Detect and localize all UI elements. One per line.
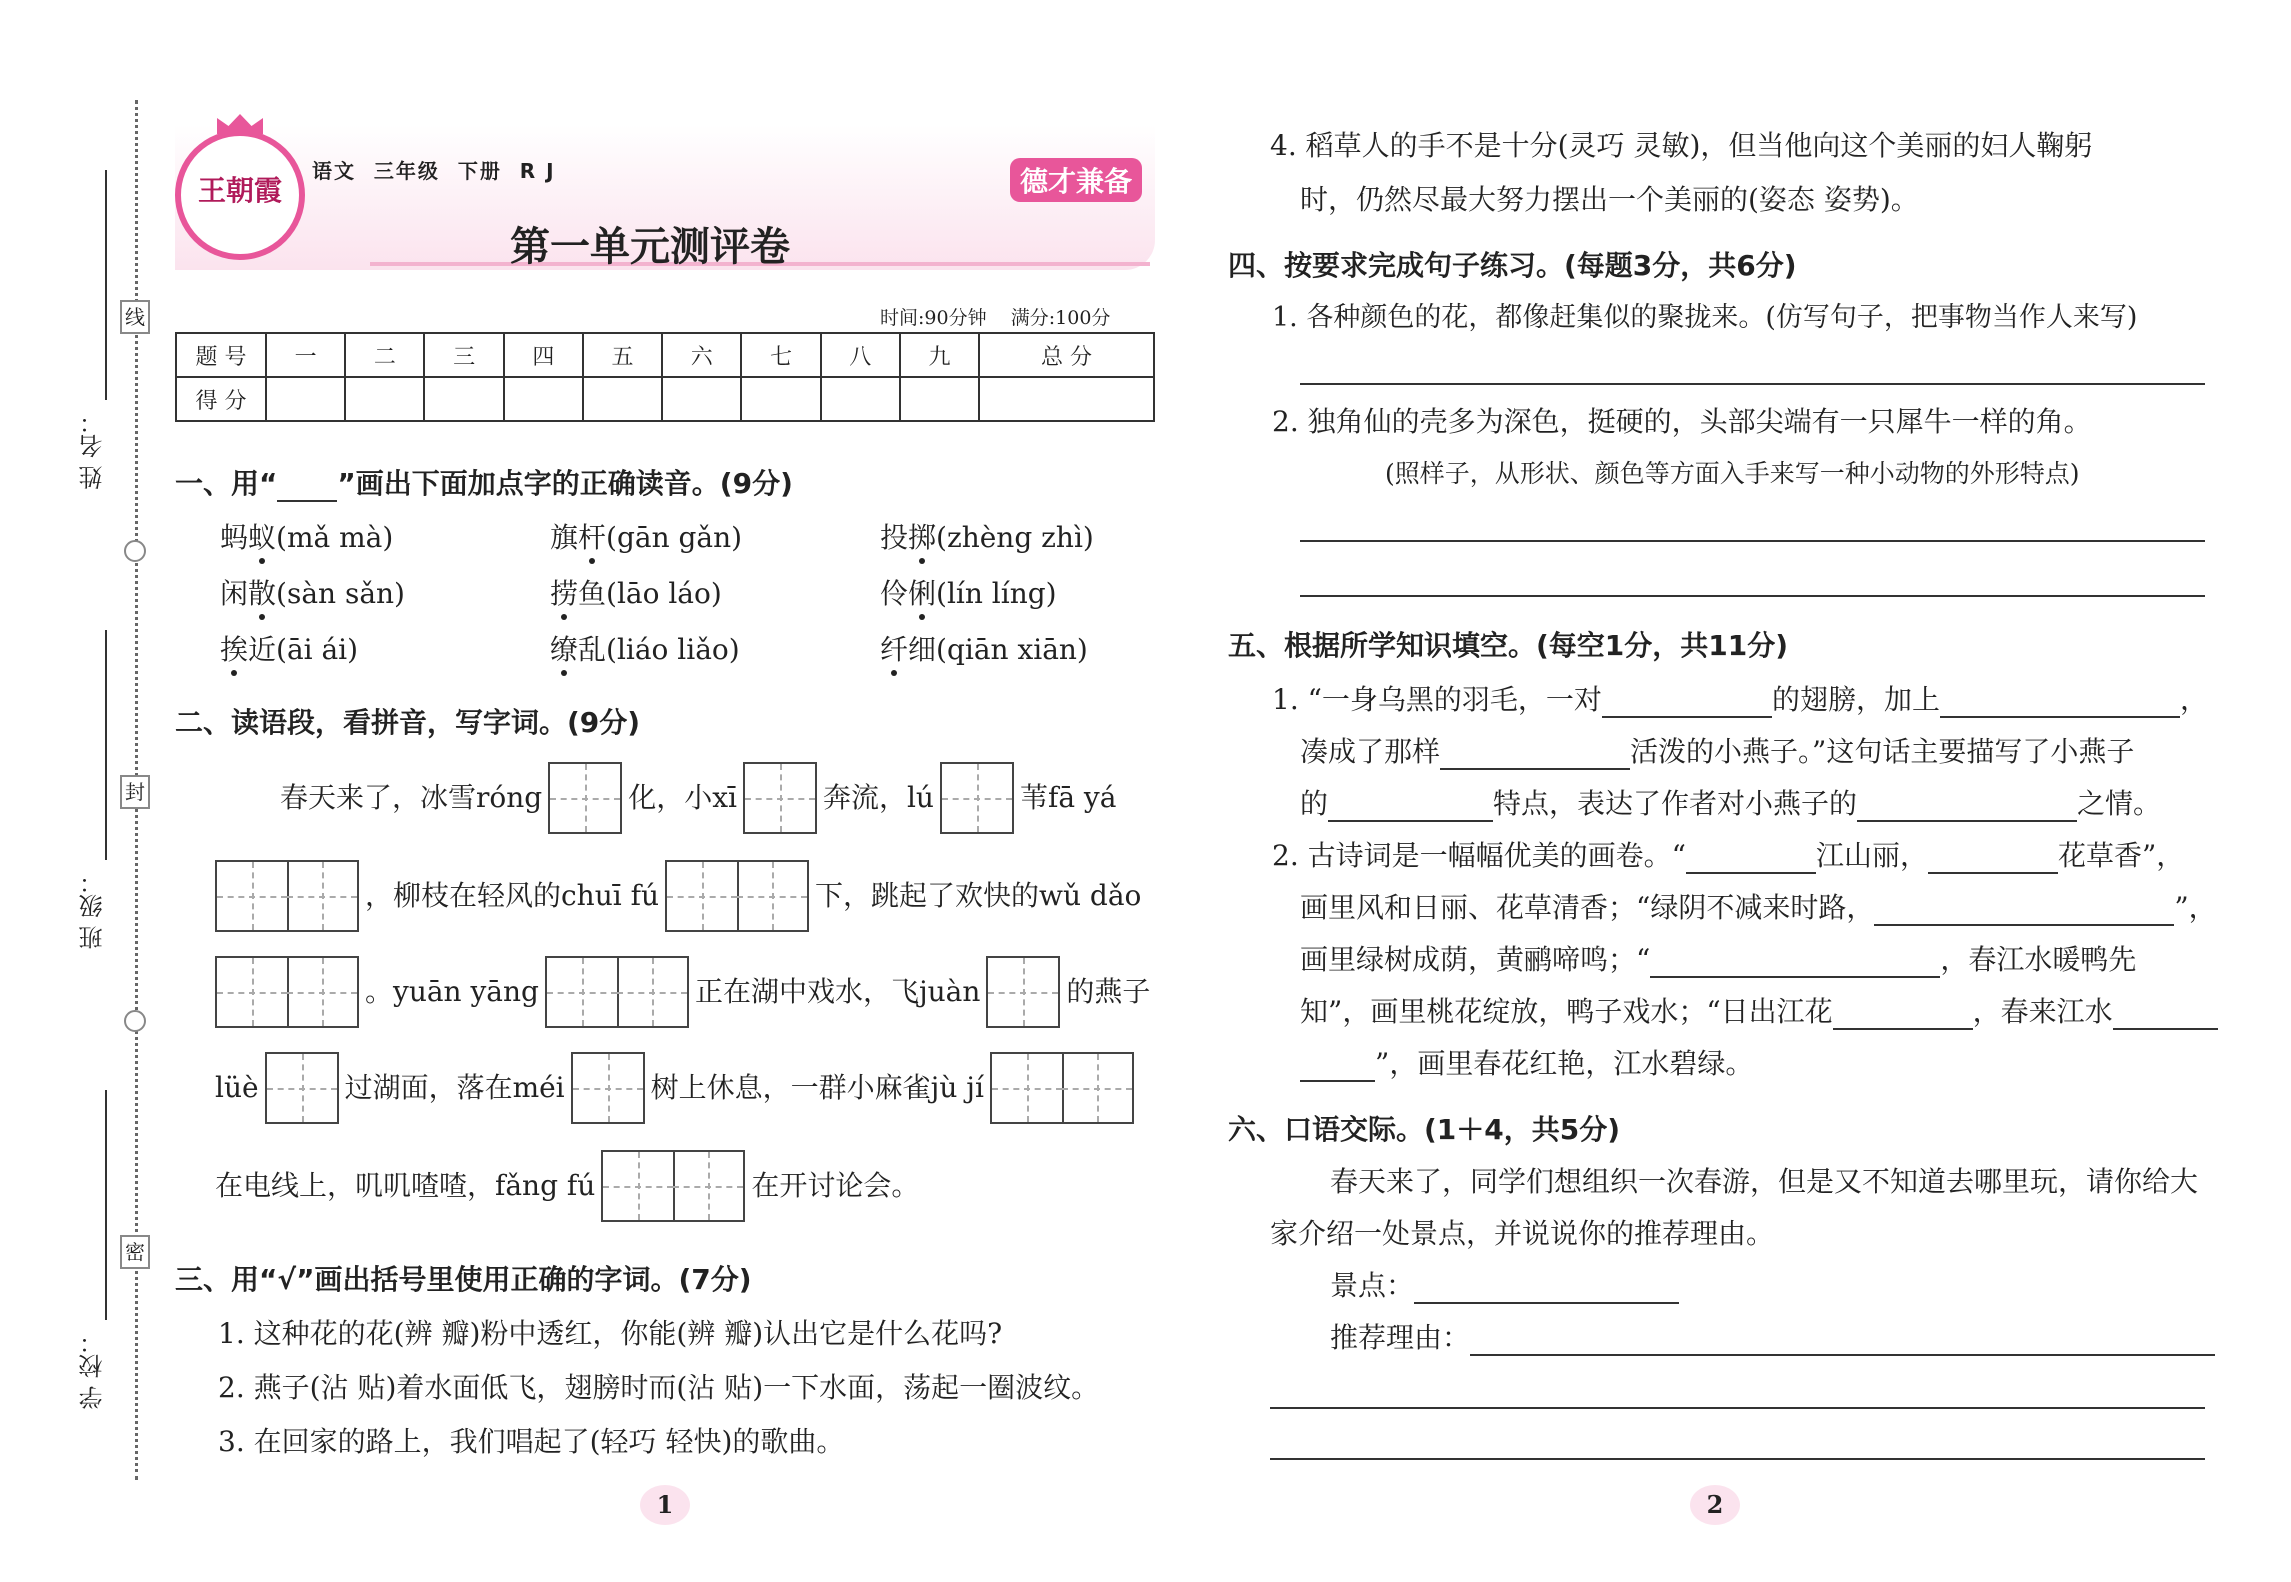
- subject-line: 语文 三年级 下册 R J: [312, 159, 556, 183]
- cut-label: 线: [120, 300, 150, 334]
- cut-circle: [124, 540, 146, 562]
- name-label: 姓 名：: [79, 410, 107, 490]
- cut-label: 密: [120, 1235, 150, 1269]
- answer-line[interactable]: [1270, 1458, 2205, 1460]
- section-6-title: 六、口语交际。(1＋4，共5分): [1228, 1113, 1621, 1146]
- answer-line[interactable]: [1300, 595, 2205, 597]
- section-3-title: 三、用“√”画出括号里使用正确的字词。(7分): [175, 1263, 752, 1296]
- school-label: 学 校：: [79, 1330, 107, 1410]
- s5-q2-line3: 画里绿树成荫，黄鹂啼鸣；“ ，春江水暖鸭先: [1300, 943, 2137, 976]
- s5-q1-line3: 的 特点，表达了作者对小燕子的 之情。: [1300, 787, 2162, 820]
- s3-item-4b: 时，仍然尽最大努力摆出一个美丽的(姿态 姿势)。: [1300, 183, 1919, 216]
- s5-q2-line4: 知”，画里桃花绽放，鸭子戏水；“日出江花 ，春来江水: [1300, 994, 2218, 1030]
- s5-q2-line2: 画里风和日丽、花草清香；“绿阴不减来时路， ”，: [1300, 891, 2217, 924]
- answer-line[interactable]: [1300, 383, 2205, 385]
- s3-item-2: 2. 燕子(沾 贴)着水面低飞，翅膀时而(沾 贴)一下水面，荡起一圈波纹。: [218, 1371, 1100, 1404]
- cut-circle: [124, 1010, 146, 1032]
- page-title: 第一单元测评卷: [510, 224, 790, 270]
- section-5-title: 五、根据所学知识填空。(每空1分，共11分): [1228, 629, 1789, 662]
- s6-para-2: 家介绍一处景点，并说说你的推荐理由。: [1270, 1217, 1775, 1250]
- s3-item-1: 1. 这种花的花(辨 瓣)粉中透红，你能(辨 瓣)认出它是什么花吗?: [218, 1317, 1003, 1350]
- s5-q1-line2: 凑成了那样 活泼的小燕子。”这句话主要描写了小燕子: [1300, 735, 2135, 768]
- class-label: 班 级：: [79, 870, 107, 950]
- section-2-title: 二、读语段，看拼音，写字词。(9分): [175, 706, 641, 739]
- section-1-title: 一、用“ ”画出下面加点字的正确读音。(9分): [175, 467, 793, 500]
- s2-row-5: 在电线上，叽叽喳喳，fǎng fú 在开讨论会。: [215, 1146, 919, 1226]
- s2-row-1: 春天来了，冰雪róng 化，小xī 奔流，lú 苇fā yá: [280, 758, 1116, 838]
- s2-row-2: ，柳枝在轻风的chuī fú 下，跳起了欢快的wǔ dǎo: [215, 856, 1141, 936]
- badge: 德才兼备: [1010, 158, 1142, 202]
- s6-reason: 推荐理由：: [1330, 1320, 2215, 1356]
- crown-icon: [217, 114, 263, 134]
- brand-logo: [175, 130, 305, 260]
- score-table: 题 号 一 二 三 四 五 六 七 八 九 总 分 得 分: [175, 332, 1155, 422]
- s3-item-3: 3. 在回家的路上，我们唱起了(轻巧 轻快)的歌曲。: [218, 1425, 845, 1458]
- s4-q2-note: (照样子，从形状、颜色等方面入手来写一种小动物的外形特点): [1385, 459, 2080, 488]
- s5-q2-line1: 2. 古诗词是一幅幅优美的画卷。“ 江山丽， 花草香”，: [1272, 839, 2185, 872]
- s3-item-4a: 4. 稻草人的手不是十分(灵巧 灵敏)，但当他向这个美丽的妇人鞠躬: [1270, 129, 2093, 162]
- answer-line[interactable]: [1300, 540, 2205, 542]
- binding-margin: [0, 0, 160, 1582]
- cut-label: 封: [120, 775, 150, 809]
- section-4-title: 四、按要求完成句子练习。(每题3分，共6分): [1228, 249, 1797, 282]
- page-number-right: 2: [1690, 1485, 1740, 1525]
- s5-q1-line1: 1. “一身乌黑的羽毛，一对 的翅膀，加上 ，: [1272, 683, 2208, 716]
- s2-row-4: lüè 过湖面，落在méi 树上休息，一群小麻雀jù jí: [215, 1048, 1134, 1128]
- page-number-left: 1: [640, 1485, 690, 1525]
- s2-row-3: 。yuān yāng 正在湖中戏水，飞juàn 的燕子: [215, 952, 1150, 1032]
- s6-spot: 景点：: [1330, 1268, 1679, 1304]
- s5-q2-line5: ”，画里春花红艳，江水碧绿。: [1300, 1046, 1753, 1082]
- time-score: 时间:90分钟 满分:100分: [880, 307, 1111, 329]
- s4-q2: 2. 独角仙的壳多为深色，挺硬的，头部尖端有一只犀牛一样的角。: [1272, 405, 2092, 438]
- answer-line[interactable]: [1270, 1407, 2205, 1409]
- s4-q1: 1. 各种颜色的花，都像赶集似的聚拢来。(仿写句子，把事物当作人来写): [1272, 302, 2138, 333]
- s6-para-1: 春天来了，同学们想组织一次春游，但是又不知道去哪里玩，请你给大: [1330, 1165, 2199, 1198]
- brand-name: 王朝霞: [197, 174, 282, 207]
